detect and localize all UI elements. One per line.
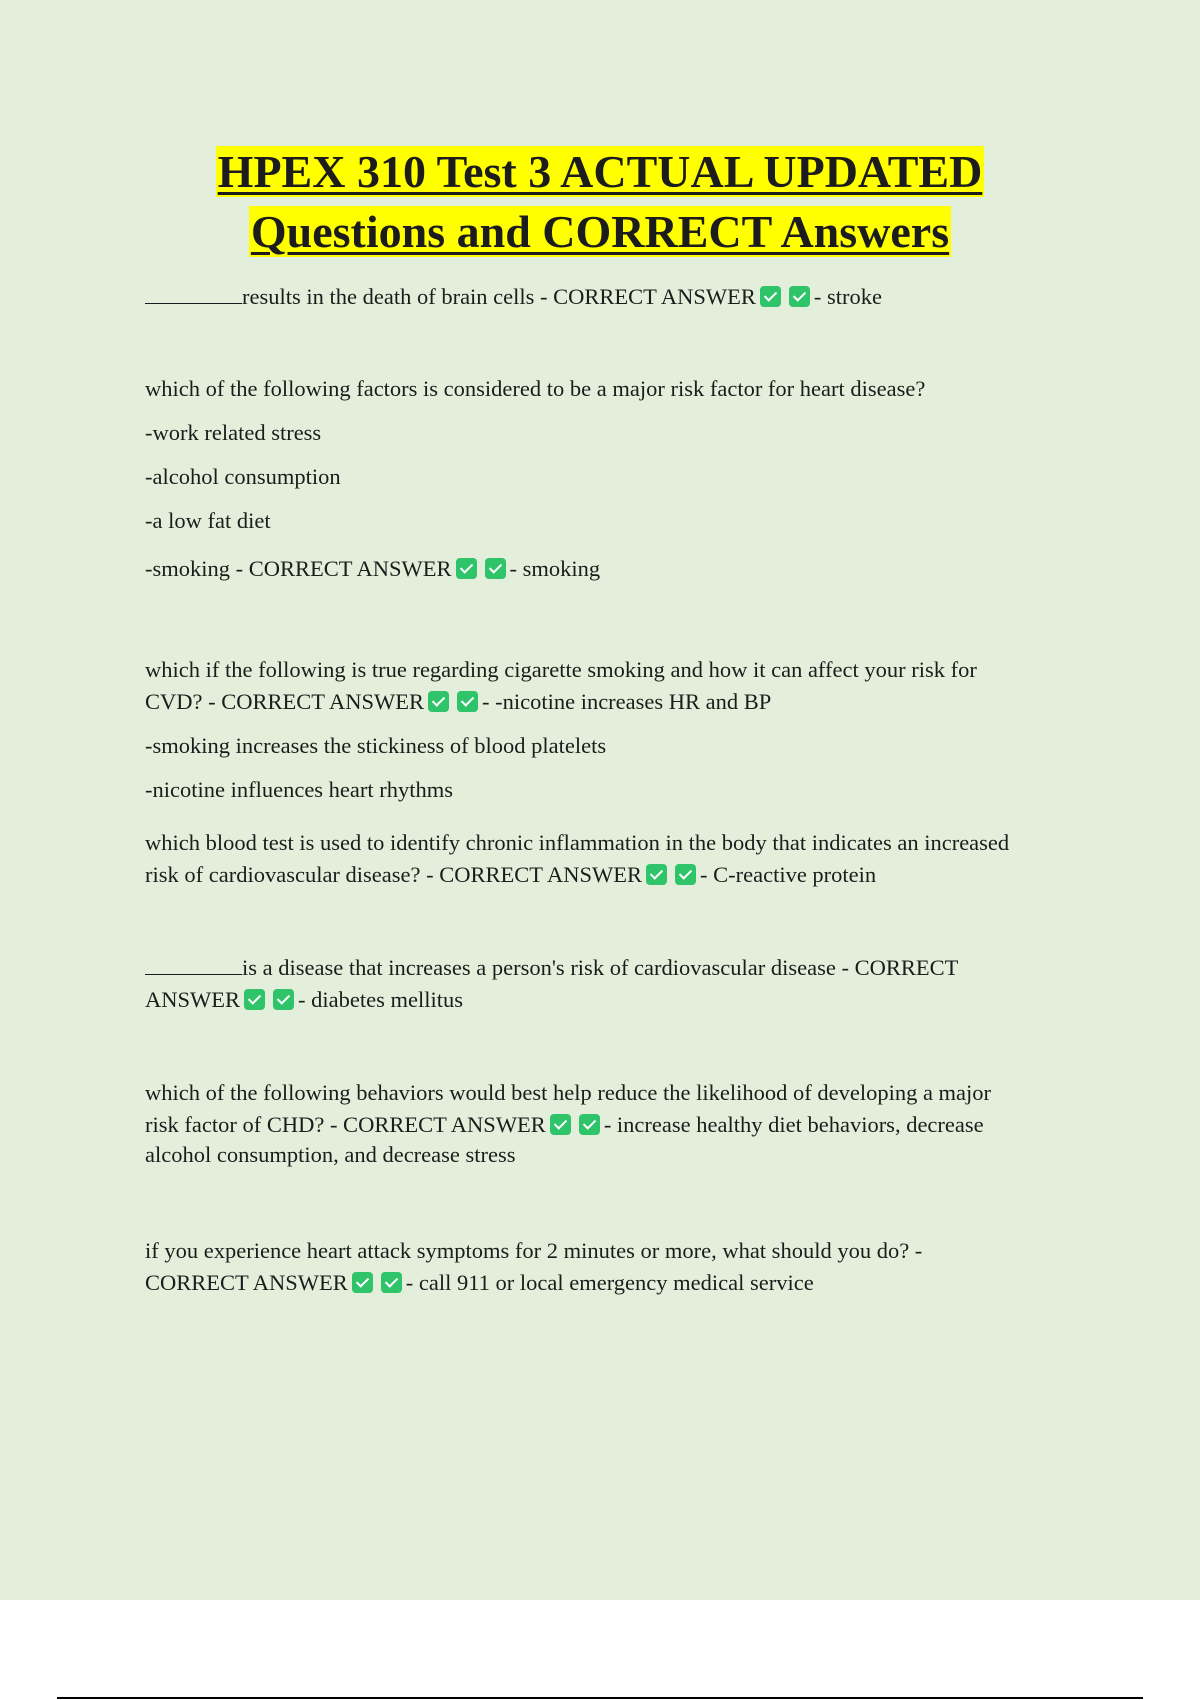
qa-line <box>145 1138 1085 1172</box>
answer-text: - stroke <box>813 284 883 309</box>
text-line: which of the following factors is considered to be a major risk factor for heart disease? <box>145 376 926 401</box>
answer-text: - C-reactive protein <box>700 862 877 887</box>
fill-in-blank <box>145 956 242 975</box>
qa-line <box>145 504 1085 552</box>
question-text: risk of cardiovascular disease? - CORRECT ANSWER <box>145 862 642 887</box>
qa-line <box>145 1076 1085 1108</box>
qa-item <box>145 826 1085 892</box>
qa-item <box>145 372 1085 586</box>
qa-line <box>145 951 1085 983</box>
qa-line <box>145 1266 1085 1300</box>
qa-line <box>145 858 1085 892</box>
green-checkmark-icon <box>456 558 477 579</box>
green-checkmark-icon <box>646 864 667 885</box>
qa-line <box>145 685 1085 729</box>
qa-line <box>145 773 1085 807</box>
text-line: -work related stress <box>145 420 322 445</box>
green-checkmark-icon <box>579 1114 600 1135</box>
qa-item <box>145 951 1085 1017</box>
qa-line <box>145 552 1085 586</box>
question-text: risk factor of CHD? - CORRECT ANSWER <box>145 1112 546 1137</box>
text-line: -nicotine influences heart rhythms <box>145 777 454 802</box>
text-line: -alcohol consumption <box>145 464 341 489</box>
green-checkmark-icon <box>457 691 478 712</box>
qa-line <box>145 1108 1085 1138</box>
green-checkmark-icon <box>789 286 810 307</box>
qa-line <box>145 729 1085 773</box>
text-line: alcohol consumption, and decrease stress <box>145 1142 516 1167</box>
qa-line <box>145 460 1085 504</box>
text-line: if you experience heart attack symptoms for 2 minutes or more, what should you do? - <box>145 1238 923 1263</box>
qa-item <box>145 280 1085 314</box>
question-text: results in the death of brain cells - CORRECT ANSWER <box>242 284 756 309</box>
qa-line <box>145 280 1085 314</box>
qa-line <box>145 372 1085 416</box>
green-checkmark-icon <box>485 558 506 579</box>
question-text: -smoking - CORRECT ANSWER <box>145 556 452 581</box>
qa-item <box>145 653 1085 807</box>
green-checkmark-icon <box>428 691 449 712</box>
answer-text: - increase healthy diet behaviors, decrease <box>603 1112 984 1137</box>
qa-line <box>145 826 1085 858</box>
footer-divider <box>57 1697 1143 1699</box>
title-line-1: HPEX 310 Test 3 ACTUAL UPDATED <box>217 146 983 197</box>
qa-line <box>145 1234 1085 1266</box>
qa-item <box>145 1076 1085 1172</box>
text-line: which of the following behaviors would best help reduce the likelihood of developing a major <box>145 1080 992 1105</box>
green-checkmark-icon <box>244 989 265 1010</box>
green-checkmark-icon <box>550 1114 571 1135</box>
text-line: -smoking increases the stickiness of blood platelets <box>145 733 607 758</box>
fill-in-blank <box>145 285 242 304</box>
question-text: CVD? - CORRECT ANSWER <box>145 689 424 714</box>
answer-text: - diabetes mellitus <box>298 987 463 1012</box>
green-checkmark-icon <box>675 864 696 885</box>
green-checkmark-icon <box>273 989 294 1010</box>
document-title <box>0 142 1200 262</box>
qa-line <box>145 416 1085 460</box>
title-line-2: Questions and CORRECT Answers <box>250 206 950 257</box>
answer-text: - call 911 or local emergency medical service <box>405 1270 814 1295</box>
green-checkmark-icon <box>760 286 781 307</box>
qa-item <box>145 1234 1085 1300</box>
text-line: which if the following is true regarding cigarette smoking and how it can affect your risk for <box>145 657 977 682</box>
question-text: CORRECT ANSWER <box>145 1270 348 1295</box>
text-line: which blood test is used to identify chronic inflammation in the body that indicates an increased <box>145 830 1010 855</box>
text-line: -a low fat diet <box>145 508 271 533</box>
qa-line <box>145 983 1085 1017</box>
answer-text: - -nicotine increases HR and BP <box>481 689 772 714</box>
green-checkmark-icon <box>381 1272 402 1293</box>
question-text: ANSWER <box>145 987 240 1012</box>
qa-line <box>145 653 1085 685</box>
answer-text: - smoking <box>509 556 601 581</box>
green-checkmark-icon <box>352 1272 373 1293</box>
text-line: is a disease that increases a person's risk of cardiovascular disease - CORRECT <box>242 955 959 980</box>
